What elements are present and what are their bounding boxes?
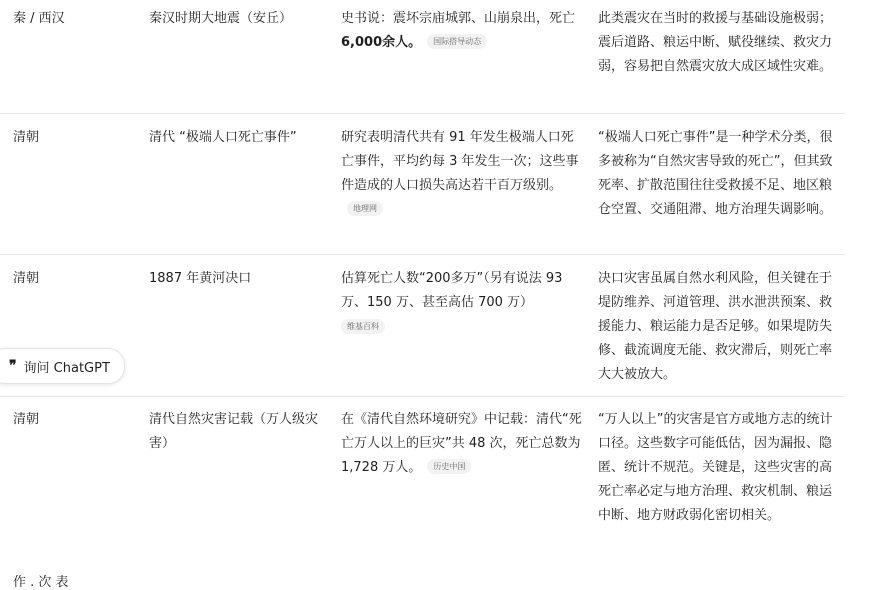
- data-cell: [328, 397, 585, 577]
- ask-chatgpt-button[interactable]: [0, 348, 125, 384]
- data-text: 研究表明清代共有 91 年发生极端人口死亡事件，平均约每 3 年发生一次；这些事件造成的人口损失高达若干百万级别。: [341, 130, 579, 193]
- analysis-cell: “极端人口死亡事件”是一种学术分类，很多被称为“自然灾害导致的死亡”，但其致死率、扩散范围往往受救援不足、地区粮仓空置、交通阻滞、地方治理失调影响。: [598, 130, 833, 217]
- quote-icon: ❞: [9, 358, 16, 374]
- data-text: 史书说：震坏宗庙城郭、山崩泉出，死亡: [341, 11, 576, 26]
- data-cell: [328, 114, 585, 254]
- data-cell: [328, 255, 585, 396]
- period-cell: 清朝: [13, 130, 40, 145]
- source-badge[interactable]: 维基百科: [341, 319, 385, 334]
- event-cell: 清代 “极端人口死亡事件”: [149, 130, 297, 145]
- analysis-cell: 此类震灾在当时的救援与基础设施极弱；震后道路、粮运中断、赋役继续、救灾力弱，容易把自然震灾放大成区域性灾难。: [598, 11, 833, 74]
- event-cell: 1887 年黄河决口: [149, 271, 252, 286]
- source-badge[interactable]: 历史中国: [427, 459, 471, 474]
- event-cell: 秦汉时期大地震（安丘）: [149, 11, 293, 26]
- ask-chatgpt-label: 询问 ChatGPT: [23, 360, 110, 376]
- table-row: [0, 114, 845, 255]
- period-cell: 清朝: [13, 412, 40, 427]
- source-badge[interactable]: 地理网: [347, 201, 383, 216]
- table-row: [0, 255, 845, 397]
- table-row: [0, 397, 845, 577]
- data-text: 在《清代自然环境研究》中记载：清代“死亡万人以上的巨灾”共 48 次，死亡总数为 1,728 万人。: [341, 412, 582, 475]
- analysis-cell: “万人以上”的灾害是官方或地方志的统计口径。这些数字可能低估，因为漏报、隐匿、统计不规范。关键是，这些灾害的高死亡率必定与地方治理、救灾机制、粮运中断、地方财政弱化密切相关。: [598, 412, 833, 523]
- source-badge[interactable]: 国际搭导动态: [427, 34, 487, 49]
- period-cell: 秦 / 西汉: [13, 11, 65, 26]
- table-row: [0, 0, 845, 114]
- period-cell: 清朝: [13, 271, 40, 286]
- data-cell: [328, 0, 585, 113]
- data-text: 估算死亡人数“200多万”（另有说法 93 万、150 万、甚至高估 700 万）: [341, 271, 563, 310]
- analysis-cell: 决口灾害虽属自然水利风险，但关键在于堤防维养、河道管理、洪水泄洪预案、救援能力、粮运能力是否足够。如果堤防失修、截流调度无能、救灾滞后，则死亡率大大被放大。: [598, 271, 833, 382]
- event-cell: 清代自然灾害记载（万人级灾害）: [149, 412, 319, 451]
- partial-heading-text: 作 . 次 表: [13, 575, 69, 590]
- data-bold-text: 6,000余人。: [341, 35, 422, 50]
- partial-heading: [13, 575, 103, 590]
